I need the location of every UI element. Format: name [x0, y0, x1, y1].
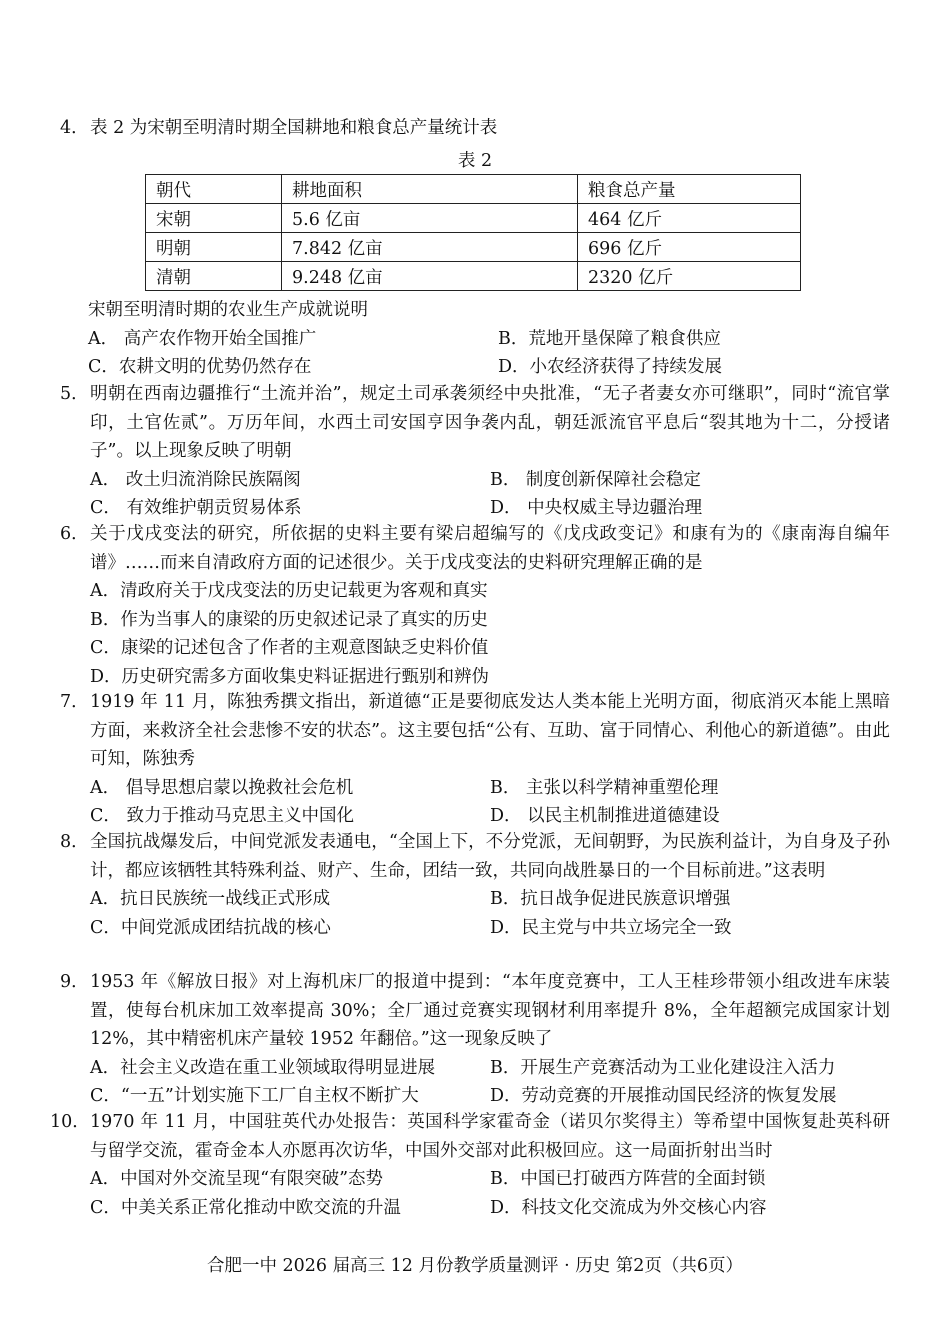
question-number: 9． — [60, 972, 89, 992]
question-8 — [60, 828, 890, 942]
option-c[interactable]: C．中间党派成团结抗战的核心 — [90, 917, 331, 938]
option-b[interactable]: B．开展生产竞赛活动为工业化建设注入活力 — [490, 1057, 836, 1078]
table-row — [146, 262, 801, 291]
options-row — [90, 494, 890, 523]
table-row — [146, 233, 801, 262]
question-number: 6． — [60, 524, 89, 544]
question-stem: 1970 年 11 月，中国驻英代办处报告：英国科学家霍奇金（诺贝尔奖得主）等希望中国恢复赴英科研与留学交流，霍奇金本人亦愿再次访华，中国外交部对此积极回应。这一局面折射出当时 — [90, 1112, 890, 1161]
table-header-row — [146, 175, 801, 204]
table-cell: 9.248 亿亩 — [282, 262, 578, 291]
option-d[interactable]: D． 以民主机制推进道德建设 — [490, 806, 720, 826]
options-row — [90, 466, 890, 495]
question-7 — [60, 688, 890, 831]
option-a[interactable]: A．中国对外交流呈现“有限突破”态势 — [90, 1169, 384, 1189]
question-10 — [50, 1108, 890, 1222]
table-cell: 2320 亿斤 — [578, 262, 801, 291]
option-c[interactable]: C．“一五”计划实施下工厂自主权不断扩大 — [90, 1086, 419, 1106]
options-row — [90, 1082, 890, 1111]
option-d[interactable]: D． 中央权威主导边疆治理 — [490, 498, 703, 518]
question-stem: 1953 年《解放日报》对上海机床厂的报道中提到：“本年度竞赛中，工人王桂珍带领小组改进车床装置，使每台机床加工效率提高 30%；全厂通过竞赛实现钢材利用率提升 8%，全年超额完成国家计划 12%，其中精密机床产量较 1952 年翻倍。”这一现象反映了 — [90, 972, 890, 1049]
option-b[interactable]: B．作为当事人的康梁的历史叙述记录了真实的历史 — [90, 609, 488, 630]
option-a[interactable]: A．清政府关于戊戌变法的历史记载更为客观和真实 — [90, 581, 488, 601]
options-row — [88, 353, 908, 382]
table-cell: 696 亿斤 — [578, 233, 801, 262]
table-cell: 清朝 — [146, 262, 282, 291]
option-a[interactable]: A．社会主义改造在重工业领域取得明显进展 — [90, 1057, 436, 1078]
question-number: 5． — [60, 384, 89, 404]
question-4 — [60, 114, 890, 143]
options-row — [90, 774, 890, 803]
table-cell: 明朝 — [146, 233, 282, 262]
table-cell: 宋朝 — [146, 204, 282, 233]
option-d[interactable]: D．历史研究需多方面收集史料证据进行甄别和辨伪 — [90, 666, 490, 687]
options-row — [88, 325, 908, 354]
options-row — [90, 914, 890, 943]
option-b[interactable]: B． 主张以科学精神重塑伦理 — [490, 777, 719, 798]
question-4-continuation — [88, 296, 908, 382]
table-header-cell: 粮食总产量 — [578, 175, 801, 204]
option-a[interactable]: A． 改土归流消除民族隔阂 — [90, 469, 301, 490]
options-row — [90, 1165, 890, 1194]
question-number: 7． — [60, 692, 89, 712]
option-a[interactable]: A． 高产农作物开始全国推广 — [88, 328, 317, 349]
table-row — [146, 204, 801, 233]
option-c[interactable]: C．康梁的记述包含了作者的主观意图缺乏史料价值 — [90, 638, 489, 658]
page-footer: 合肥一中 2026 届高三 12 月份教学质量测评 · 历史 第2页（共6页） — [206, 1256, 744, 1276]
question-stem: 表 2 为宋朝至明清时期全国耕地和粮食总产量统计表 — [90, 118, 498, 138]
options-row — [90, 1194, 890, 1223]
table-cell: 7.842 亿亩 — [282, 233, 578, 262]
option-b[interactable]: B．抗日战争促进民族意识增强 — [490, 889, 731, 909]
table-header-cell: 朝代 — [146, 175, 282, 204]
question-number: 10． — [50, 1112, 90, 1132]
question-number: 8． — [60, 832, 89, 852]
options-row — [90, 885, 890, 914]
option-a[interactable]: A． 倡导思想启蒙以挽救社会危机 — [90, 777, 354, 798]
table-caption: 表 2 — [457, 151, 493, 171]
question-number: 4． — [60, 118, 89, 138]
option-c[interactable]: C． 致力于推动马克思主义中国化 — [90, 806, 354, 826]
question-5 — [60, 380, 890, 523]
option-d[interactable]: D．民主党与中共立场完全一致 — [490, 917, 732, 938]
question-stem: 1919 年 11 月，陈独秀撰文指出，新道德“正是要彻底发达人类本能上光明方面，彻底消灭本能上黑暗方面，来救济全社会悲惨不安的状态”。这主要包括“公有、互助、富于同情心、利他心的新道德”。由此可知，陈独秀 — [90, 692, 890, 769]
table-cell: 5.6 亿亩 — [282, 204, 578, 233]
options-row — [90, 802, 890, 831]
question-9 — [60, 968, 890, 1111]
option-d[interactable]: D．劳动竞赛的开展推动国民经济的恢复发展 — [490, 1086, 837, 1106]
table-cell: 464 亿斤 — [578, 204, 801, 233]
option-b[interactable]: B．荒地开垦保障了粮食供应 — [498, 328, 721, 349]
option-c[interactable]: C．农耕文明的优势仍然存在 — [88, 357, 312, 377]
question-6 — [60, 520, 890, 691]
question-stem: 明朝在西南边疆推行“土流并治”，规定土司承袭须经中央批准，“无子者妻女亦可继职”，同时“流官掌印，土官佐贰”。万历年间，水西土司安国亨因争袭内乱，朝廷派流官平息后“裂其地为十二，分授诸子”。以上现象反映了明朝 — [90, 384, 890, 461]
option-b[interactable]: B． 制度创新保障社会稳定 — [490, 469, 701, 490]
statistics-table — [145, 174, 801, 291]
option-d[interactable]: D．小农经济获得了持续发展 — [498, 357, 723, 377]
question-stem: 关于戊戌变法的研究，所依据的史料主要有梁启超编写的《戊戌政变记》和康有为的《康南海自编年谱》……而来自清政府方面的记述很少。关于戊戌变法的史料研究理解正确的是 — [90, 524, 890, 573]
question-stem: 全国抗战爆发后，中间党派发表通电，“全国上下，不分党派，无间朝野，为民族利益计，为自身及子孙计，都应该牺牲其特殊利益、财产、生命，团结一致，共同向战胜暴日的一个目标前进。”这表明 — [90, 832, 890, 881]
options-row — [90, 1054, 890, 1083]
question-stem-tail: 宋朝至明清时期的农业生产成就说明 — [88, 300, 368, 320]
option-a[interactable]: A．抗日民族统一战线正式形成 — [90, 889, 331, 909]
table-header-cell: 耕地面积 — [282, 175, 578, 204]
option-c[interactable]: C． 有效维护朝贡贸易体系 — [90, 498, 302, 518]
option-d[interactable]: D．科技文化交流成为外交核心内容 — [490, 1197, 767, 1218]
option-b[interactable]: B．中国已打破西方阵营的全面封锁 — [490, 1169, 766, 1189]
option-c[interactable]: C．中美关系正常化推动中欧交流的升温 — [90, 1197, 401, 1218]
